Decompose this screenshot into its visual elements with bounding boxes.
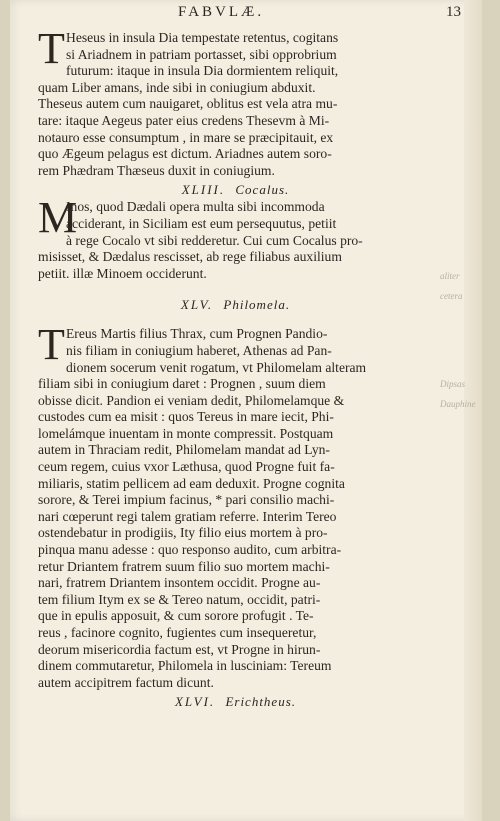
text-line: retur Driantem fratrem suum filio suo mortem machi-: [38, 558, 330, 574]
text-line: misisset, & Dædalus rescisset, ab rege filiabus auxilium: [38, 249, 342, 265]
page-body: [38, 24, 433, 711]
text-line: petiit. illæ Minoem occiderunt.: [38, 265, 207, 281]
text-line: nari, fratrem Driantem insontem occidit. Progne au-: [38, 575, 321, 591]
text-line: Ereus Martis filius Thrax, cum Prognen Pandio-: [66, 326, 328, 342]
text-line: autem accipitrem factum dicunt.: [38, 674, 214, 690]
margin-note: Dauphine: [440, 399, 476, 409]
text-line: pinqua manu adesse : quo responso audito, cum arbitra-: [38, 542, 342, 558]
margin-note: Dipsas: [440, 379, 466, 389]
text-line: autem in Thraciam redit, Philomelam mandat ad Lyn-: [38, 442, 330, 458]
running-head: FABVLÆ.: [178, 4, 265, 20]
fable-philomela: [38, 320, 433, 691]
text-line: nari cœperunt regi talem gratiam referre. Interim Tereo: [38, 508, 337, 524]
text-line: sorore, & Terei impium facinus, * pari consilio machi-: [38, 492, 335, 508]
text-line: dinem commutaretur, Philomela in lusciniam: Tereum: [38, 658, 332, 674]
text-line: tare: itaque Aegeus pater eius credens Thesevm à Mi-: [38, 112, 330, 128]
fable-heading: [38, 296, 433, 314]
drop-cap: T: [38, 24, 65, 73]
drop-cap: T: [38, 320, 65, 370]
book-page: [10, 0, 482, 821]
fable-number: XLV.: [180, 297, 214, 313]
text-line: rem Phædram Thæseus duxit in coniugium.: [38, 162, 275, 178]
text-line: acciderant, in Siciliam est eum persequutus, petiit: [66, 215, 337, 231]
text-line: lomelámque inuentam in monte compressit. Postquam: [38, 425, 334, 441]
text-line: ostendebatur in prodigiis, Ity filio eius mortem à pro-: [38, 525, 328, 541]
fable-title: Cocalus.: [235, 182, 290, 198]
text-line: tem filium Itym ex se & Tereo natum, occidit, patri-: [38, 591, 321, 607]
page-header: [10, 4, 482, 26]
margin-note: aliter: [440, 271, 460, 281]
text-line: deorum misericordia factum est, vt Progne in hirun-: [38, 641, 321, 657]
fable-number: XLVI.: [174, 694, 216, 710]
fable-cocalus: [38, 193, 433, 282]
fable-heading: [38, 693, 433, 711]
fable-title: Erichtheus.: [225, 694, 297, 710]
text-line: si Ariadnem in patriam portasset, sibi opprobrium: [66, 46, 337, 62]
text-line: que in epulis apposuit, & cum sorore profugit . Te-: [38, 608, 314, 624]
text-line: Heseus in insula Dia tempestate retentus, cogitans: [66, 30, 339, 45]
margin-note: cetera: [440, 291, 463, 301]
text-line: quo Ægeum pelagus est dictum. Ariadnes autem soro-: [38, 146, 332, 162]
text-line: dionem socerum venit rogatum, vt Philomelam alteram: [66, 359, 367, 375]
text-line: custodes cum ea misit : quos Tereus in mare iecit, Phi-: [38, 409, 334, 425]
text-line: quam Liber amans, inde sibi in coniugium abduxit.: [38, 79, 316, 95]
text-line: futurum: itaque in insula Dia dormientem reliquit,: [66, 63, 339, 79]
fable-number: XLIII.: [181, 182, 226, 198]
page-number: 13: [446, 4, 461, 20]
text-line: Theseus autem cum nauigaret, oblitus est vela atra mu-: [38, 96, 338, 112]
text-line: ceum regem, cuius vxor Læthusa, quod Progne fuit fa-: [38, 459, 335, 475]
text-line: miliaris, statim pellicem ad eam deduxit. Progne cognita: [38, 475, 345, 491]
text-line: reus , facinore cognito, fugientes cum insequeretur,: [38, 625, 317, 640]
text-line: obisse dicit. Pandion ei veniam dedit, Philomelamque &: [38, 392, 345, 408]
fable-theseus: [38, 24, 433, 179]
fable-title: Philomela.: [223, 297, 291, 313]
text-line: à rege Cocalo vt sibi redderetur. Cui cum Cocalus pro-: [66, 232, 363, 248]
drop-cap: M: [38, 193, 78, 243]
text-line: Inos, quod Dædali opera multa sibi incommoda: [66, 199, 325, 215]
margin-notes: [440, 270, 480, 418]
text-line: notauro esse consumptum , in mare se præcipitauit, ex: [38, 129, 334, 145]
fable-heading: [38, 181, 433, 199]
text-line: nis filiam in coniugium haberet, Athenas ad Pan-: [66, 342, 332, 358]
text-line: filiam sibi in coniugium daret : Prognen , suum diem: [38, 376, 326, 392]
